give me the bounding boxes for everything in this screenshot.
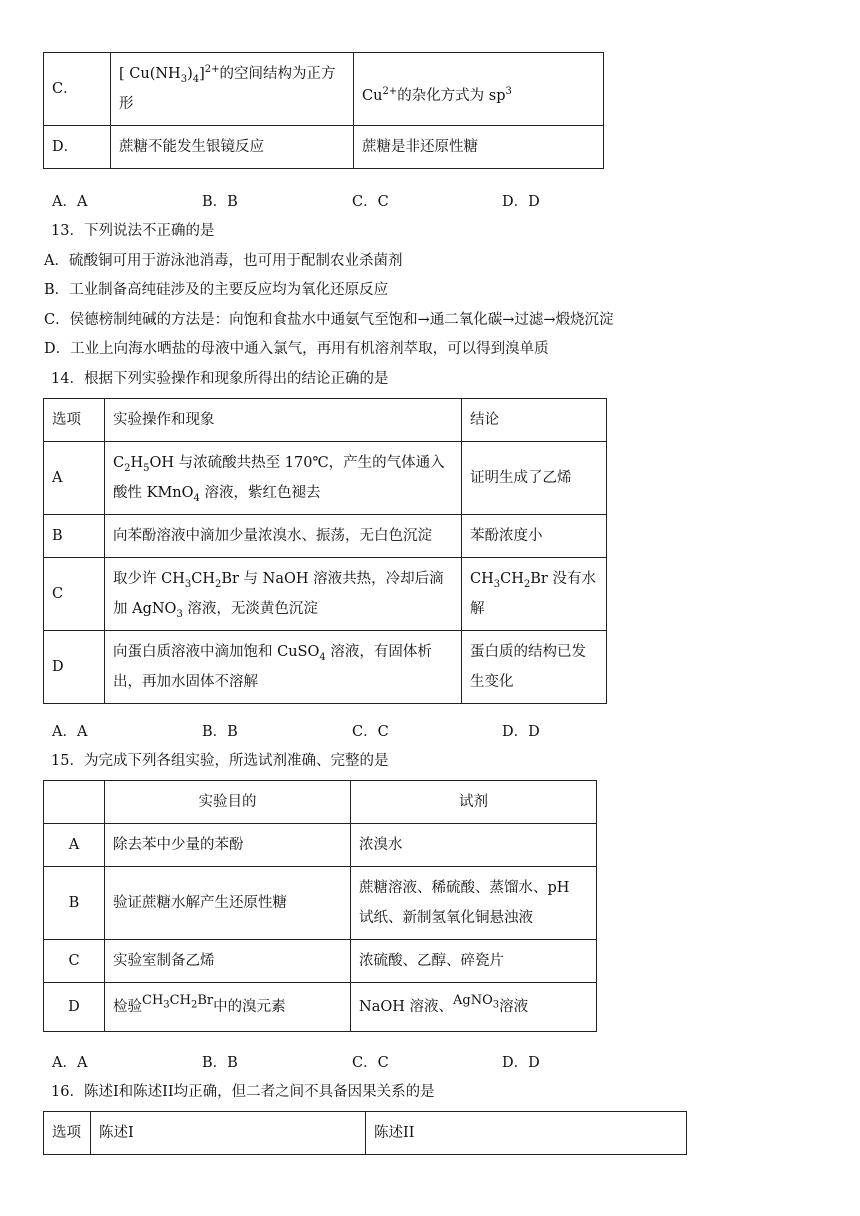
q15-row-d-option: D [44, 983, 105, 1032]
q15-row-b-option: B [44, 867, 105, 940]
q15-row-a-option: A [44, 824, 105, 867]
q14-row-b-option: B [44, 515, 105, 558]
q14-row-c-operation: 取少许 $CH_3CH_2Br$ 与 NaOH 溶液共热，冷却后滴加 AgNO$_3$ 溶液，无淡黄色沉淀 [105, 558, 462, 631]
q15-answer-d[interactable]: D．D [502, 1055, 540, 1071]
q12-row-c-statement2: $Cu^{2+}$的杂化方式为 $sp^3$ [354, 53, 604, 126]
q15-stem: 15．为完成下列各组实验，所选试剂准确、完整的是 [51, 753, 389, 769]
q12-row-d-statement1: 蔗糖不能发生银镜反应 [111, 126, 354, 169]
q12-row-d-statement2: 蔗糖是非还原性糖 [354, 126, 604, 169]
q14-row-a-operation: $C_2H_5OH$ 与浓硫酸共热至 170℃，产生的气体通入酸性 KMnO$_4$ 溶液，紫红色褪去 [105, 442, 462, 515]
q15-row-d-reagent: NaOH 溶液、AgNO$_3$溶液 [351, 983, 597, 1032]
q16-header-option: 选项 [44, 1112, 91, 1155]
q14-header-option: 选项 [44, 399, 105, 442]
q13-option-a[interactable]: A．硫酸铜可用于游泳池消毒，也可用于配制农业杀菌剂 [44, 253, 403, 269]
q12-answer-d[interactable]: D．D [502, 194, 540, 210]
q15-header-reagent: 试剂 [351, 781, 597, 824]
q16-stem: 16．陈述I和陈述II均正确，但二者之间不具备因果关系的是 [51, 1084, 435, 1100]
q14-row-c-conclusion: $CH_3CH_2Br$ 没有水解 [462, 558, 607, 631]
q15-answer-b[interactable]: B．B [202, 1055, 238, 1071]
q12-answer-a[interactable]: A．A [52, 194, 88, 210]
q14-row-a-conclusion: 证明生成了乙烯 [462, 442, 607, 515]
q13-stem: 13．下列说法不正确的是 [51, 223, 215, 239]
q15-row-b-reagent: 蔗糖溶液、稀硫酸、蒸馏水、pH 试纸、新制氢氧化铜悬浊液 [351, 867, 597, 940]
q13-option-c[interactable]: C．侯德榜制纯碱的方法是：向饱和食盐水中通氨气至饱和→通二氧化碳→过滤→煅烧沉淀 [44, 312, 614, 328]
q12-table [43, 52, 604, 169]
q14-answer-a[interactable]: A．A [52, 724, 88, 740]
q14-row-d-option: D [44, 631, 105, 704]
q12-row-d-option: D． [44, 126, 111, 169]
q15-row-a-goal: 除去苯中少量的苯酚 [105, 824, 351, 867]
q14-row-b-conclusion: 苯酚浓度小 [462, 515, 607, 558]
q15-row-c-option: C [44, 940, 105, 983]
q14-row-b-operation: 向苯酚溶液中滴加少量浓溴水、振荡，无白色沉淀 [105, 515, 462, 558]
q13-option-d[interactable]: D．工业上向海水晒盐的母液中通入氯气，再用有机溶剂萃取，可以得到溴单质 [44, 341, 549, 357]
q14-header-conclusion: 结论 [462, 399, 607, 442]
q14-stem: 14．根据下列实验操作和现象所得出的结论正确的是 [51, 371, 389, 387]
q14-header-operation: 实验操作和现象 [105, 399, 462, 442]
q12-answer-c[interactable]: C．C [352, 194, 389, 210]
q15-row-b-goal: 验证蔗糖水解产生还原性糖 [105, 867, 351, 940]
q16-header-statement2: 陈述II [366, 1112, 687, 1155]
q12-row-c-option: C． [44, 53, 111, 126]
q15-row-c-goal: 实验室制备乙烯 [105, 940, 351, 983]
q14-row-c-option: C [44, 558, 105, 631]
q15-row-c-reagent: 浓硫酸、乙醇、碎瓷片 [351, 940, 597, 983]
q15-answer-c[interactable]: C．C [352, 1055, 389, 1071]
q15-row-a-reagent: 浓溴水 [351, 824, 597, 867]
q15-table [43, 780, 597, 1032]
q14-row-a-option: A [44, 442, 105, 515]
q14-row-d-conclusion: 蛋白质的结构已发生变化 [462, 631, 607, 704]
q14-table [43, 398, 607, 704]
q14-answer-b[interactable]: B．B [202, 724, 238, 740]
q14-answer-d[interactable]: D．D [502, 724, 540, 740]
q12-answer-b[interactable]: B．B [202, 194, 238, 210]
q14-answer-c[interactable]: C．C [352, 724, 389, 740]
q14-row-d-operation: 向蛋白质溶液中滴加饱和 CuSO$_4$ 溶液，有固体析出，再加水固体不溶解 [105, 631, 462, 704]
q15-header-goal: 实验目的 [105, 781, 351, 824]
q15-row-d-goal: 检验$CH_3CH_2Br$中的溴元素 [105, 983, 351, 1032]
q15-header-option [44, 781, 105, 824]
q13-option-b[interactable]: B．工业制备高纯硅涉及的主要反应均为氧化还原反应 [44, 282, 389, 298]
q15-answer-a[interactable]: A．A [52, 1055, 88, 1071]
q16-header-statement1: 陈述I [91, 1112, 366, 1155]
q16-table [43, 1111, 687, 1155]
q12-row-c-statement1: [ $Cu(NH_3)_4]^{2+}$的空间结构为正方形 [111, 53, 354, 126]
